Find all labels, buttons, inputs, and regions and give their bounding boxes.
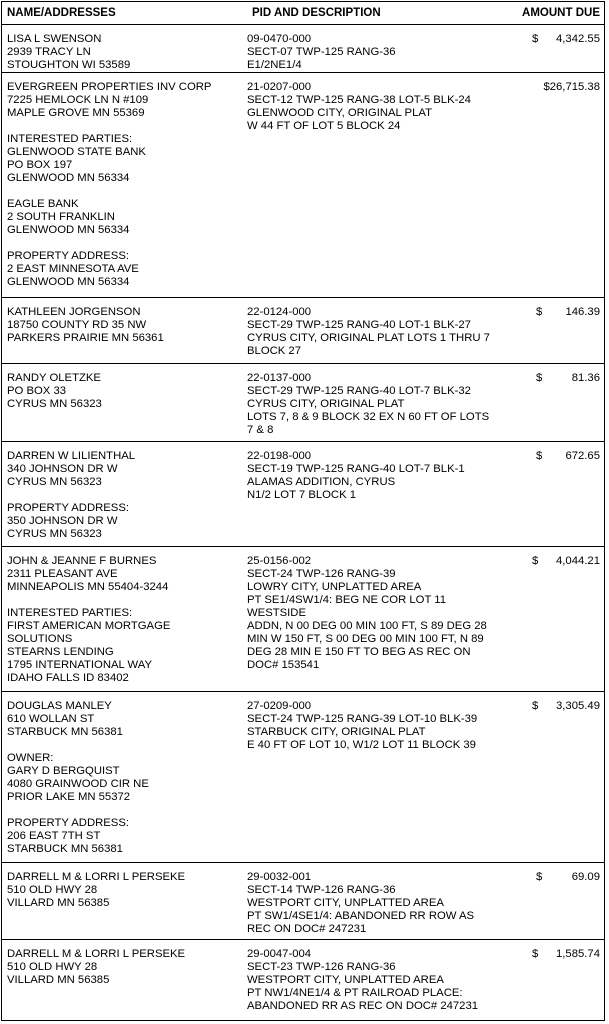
description-line: CYRUS CITY, ORIGINAL PLAT LOTS 1 THRU 7 — [247, 332, 490, 344]
parcel-id: 29-0032-001 — [247, 871, 312, 883]
address-line: EVERGREEN PROPERTIES INV CORP — [7, 81, 212, 93]
address-line: INTERESTED PARTIES: — [7, 133, 133, 145]
description-line: SECT-07 TWP-125 RANG-36 — [247, 46, 396, 58]
table-row — [2, 863, 604, 940]
address-line: 2311 PLEASANT AVE — [7, 568, 118, 580]
pid-description-cell — [243, 33, 494, 72]
address-line: OWNER: — [7, 752, 54, 764]
table-header — [2, 2, 604, 25]
name-address-cell — [2, 372, 243, 441]
header-pid-description: PID AND DESCRIPTION — [252, 6, 381, 19]
currency-symbol: $ — [536, 372, 543, 384]
table-row — [2, 940, 604, 1019]
currency-symbol: $ — [536, 306, 543, 318]
amount-value: 146.39 — [565, 306, 600, 318]
parcel-id: 25-0156-002 — [247, 555, 312, 567]
name-address-cell — [2, 81, 243, 297]
table-row — [2, 73, 604, 298]
header-amount-due: AMOUNT DUE — [522, 6, 600, 19]
description-line: SECT-29 TWP-125 RANG-40 LOT-7 BLK-32 — [247, 385, 471, 397]
pid-description-cell — [243, 306, 494, 363]
pid-description-cell — [243, 948, 494, 1019]
address-line: 2 EAST MINNESOTA AVE — [7, 263, 139, 275]
description-line: ABANDONED RR AS REC ON DOC# 247231 — [247, 1000, 479, 1012]
address-line: 340 JOHNSON DR W — [7, 463, 118, 475]
amount-due-cell — [494, 948, 604, 1019]
description-line: WESTPORT CITY, UNPLATTED AREA — [247, 897, 444, 909]
table-row — [2, 364, 604, 442]
address-line: PROPERTY ADDRESS: — [7, 250, 130, 262]
address-line: GLENWOOD MN 56334 — [7, 172, 130, 184]
address-line: 350 JOHNSON DR W — [7, 515, 118, 527]
amount-value: 81.36 — [571, 372, 600, 384]
parcel-id: 09-0470-000 — [247, 33, 312, 45]
pid-description-cell — [243, 871, 494, 939]
address-line: 4080 GRAINWOOD CIR NE — [7, 778, 149, 790]
address-line: GLENWOOD STATE BANK — [7, 146, 146, 158]
parcel-id: 21-0207-000 — [247, 81, 312, 93]
address-line: CYRUS MN 56323 — [7, 528, 102, 540]
address-line: DOUGLAS MANLEY — [7, 700, 112, 712]
name-address-cell — [2, 871, 243, 939]
address-line: 206 EAST 7TH ST — [7, 830, 101, 842]
address-line: STEARNS LENDING — [7, 646, 114, 658]
currency-symbol: $ — [536, 450, 543, 462]
address-line: SOLUTIONS — [7, 633, 73, 645]
description-line: CYRUS CITY, ORIGINAL PLAT — [247, 398, 405, 410]
description-line: PT SE1/4SW1/4: BEG NE COR LOT 11 — [247, 594, 447, 606]
description-line: ALAMAS ADDITION, CYRUS — [247, 476, 396, 488]
address-line: KATHLEEN JORGENSON — [7, 306, 141, 318]
pid-description-cell — [243, 700, 494, 862]
address-line: CYRUS MN 56323 — [7, 398, 102, 410]
description-line: WESTPORT CITY, UNPLATTED AREA — [247, 974, 444, 986]
address-line: 2 SOUTH FRANKLIN — [7, 211, 115, 223]
address-line: RANDY OLETZKE — [7, 372, 101, 384]
description-line: SECT-12 TWP-125 RANG-38 LOT-5 BLK-24 — [247, 94, 471, 106]
table-row — [2, 547, 604, 692]
pid-description-cell — [243, 555, 494, 691]
amount-due-cell — [494, 306, 604, 363]
description-line: LOWRY CITY, UNPLATTED AREA — [247, 581, 422, 593]
address-line: CYRUS MN 56323 — [7, 476, 102, 488]
currency-symbol: $ — [532, 948, 539, 960]
address-line: 1795 INTERNATIONAL WAY — [7, 659, 153, 671]
address-line: JOHN & JEANNE F BURNES — [7, 555, 157, 567]
parcel-id: 29-0047-004 — [247, 948, 312, 960]
address-line: MINNEAPOLIS MN 55404-3244 — [7, 581, 169, 593]
address-line: DARREN W LILIENTHAL — [7, 450, 136, 462]
description-line: LOTS 7, 8 & 9 BLOCK 32 EX N 60 FT OF LOTS — [247, 411, 490, 423]
address-line: FIRST AMERICAN MORTGAGE — [7, 620, 171, 632]
name-address-cell — [2, 306, 243, 363]
description-line: SECT-23 TWP-126 RANG-36 — [247, 961, 396, 973]
address-line: VILLARD MN 56385 — [7, 897, 110, 909]
description-line: WESTSIDE — [247, 607, 306, 619]
currency-symbol: $ — [532, 555, 539, 567]
description-line: DEG 28 MIN E 150 FT TO BEG AS REC ON — [247, 646, 471, 658]
address-line: PO BOX 197 — [7, 159, 73, 171]
address-line: 510 OLD HWY 28 — [7, 961, 98, 973]
table-row — [2, 298, 604, 364]
description-line: PT NW1/4NE1/4 & PT RAILROAD PLACE: — [247, 987, 463, 999]
name-address-cell — [2, 948, 243, 1019]
amount-due-cell — [494, 372, 604, 441]
address-line: MAPLE GROVE MN 55369 — [7, 107, 145, 119]
amount-value: 69.09 — [571, 871, 600, 883]
address-line: GLENWOOD MN 56334 — [7, 276, 130, 288]
description-line: PT SW1/4SE1/4: ABANDONED RR ROW AS — [247, 910, 475, 922]
description-line: SECT-29 TWP-125 RANG-40 LOT-1 BLK-27 — [247, 319, 471, 331]
parcel-id: 22-0198-000 — [247, 450, 312, 462]
amount-due-cell — [494, 33, 604, 72]
currency-symbol: $ — [532, 33, 539, 45]
table-row — [2, 692, 604, 863]
table-row — [2, 25, 604, 73]
address-line: IDAHO FALLS ID 83402 — [7, 672, 129, 684]
description-line: E 40 FT OF LOT 10, W1/2 LOT 11 BLOCK 39 — [247, 739, 476, 751]
name-address-cell — [2, 700, 243, 862]
description-line: MIN W 150 FT, S 00 DEG 00 MIN 100 FT, N 89 — [247, 633, 484, 645]
description-line: E1/2NE1/4 — [247, 59, 302, 71]
amount-value: 672.65 — [565, 450, 600, 462]
amount-value: 4,044.21 — [556, 555, 600, 567]
description-line: SECT-14 TWP-126 RANG-36 — [247, 884, 396, 896]
amount-due-cell — [494, 871, 604, 939]
parcel-id: 22-0137-000 — [247, 372, 312, 384]
description-line: N1/2 LOT 7 BLOCK 1 — [247, 489, 357, 501]
description-line: SECT-19 TWP-125 RANG-40 LOT-7 BLK-1 — [247, 463, 465, 475]
address-line: LISA L SWENSON — [7, 33, 102, 45]
description-line: SECT-24 TWP-126 RANG-39 — [247, 568, 396, 580]
name-address-cell — [2, 33, 243, 72]
name-address-cell — [2, 450, 243, 546]
amount-due-cell — [494, 81, 604, 297]
pid-description-cell — [243, 450, 494, 546]
address-line: PROPERTY ADDRESS: — [7, 502, 130, 514]
description-line: DOC# 153541 — [247, 659, 320, 671]
parcel-id: 27-0209-000 — [247, 700, 312, 712]
amount-value: 4,342.55 — [556, 33, 600, 45]
pid-description-cell — [243, 81, 494, 297]
address-line: STOUGHTON WI 53589 — [7, 59, 131, 71]
address-line: 7225 HEMLOCK LN N #109 — [7, 94, 149, 106]
address-line: GLENWOOD MN 56334 — [7, 224, 130, 236]
address-line: DARRELL M & LORRI L PERSEKE — [7, 948, 186, 960]
address-line: 2939 TRACY LN — [7, 46, 91, 58]
table-body — [2, 25, 604, 1019]
amount-due-cell — [494, 700, 604, 862]
amount-due-cell — [494, 450, 604, 546]
address-line: STARBUCK MN 56381 — [7, 726, 123, 738]
description-line: W 44 FT OF LOT 5 BLOCK 24 — [247, 120, 401, 132]
address-line: STARBUCK MN 56381 — [7, 843, 123, 855]
amount-value: $26,715.38 — [543, 81, 600, 93]
address-line: PO BOX 33 — [7, 385, 67, 397]
address-line: INTERESTED PARTIES: — [7, 607, 133, 619]
table-row — [2, 442, 604, 547]
description-line: SECT-24 TWP-125 RANG-39 LOT-10 BLK-39 — [247, 713, 478, 725]
amount-due-cell — [494, 555, 604, 691]
address-line: EAGLE BANK — [7, 198, 79, 210]
parcel-id: 22-0124-000 — [247, 306, 312, 318]
address-line: 510 OLD HWY 28 — [7, 884, 98, 896]
header-name-addresses: NAME/ADDRESSES — [7, 6, 116, 19]
amount-value: 3,305.49 — [556, 700, 600, 712]
currency-symbol: $ — [532, 700, 539, 712]
description-line: REC ON DOC# 247231 — [247, 923, 367, 935]
amount-value: 1,585.74 — [556, 948, 600, 960]
address-line: GARY D BERGQUIST — [7, 765, 120, 777]
address-line: 610 WOLLAN ST — [7, 713, 95, 725]
description-line: BLOCK 27 — [247, 345, 302, 357]
description-line: ADDN, N 00 DEG 00 MIN 100 FT, S 89 DEG 28 — [247, 620, 487, 632]
pid-description-cell — [243, 372, 494, 441]
address-line: PRIOR LAKE MN 55372 — [7, 791, 131, 803]
description-line: 7 & 8 — [247, 424, 274, 436]
description-line: STARBUCK CITY, ORIGINAL PLAT — [247, 726, 426, 738]
name-address-cell — [2, 555, 243, 691]
description-line: GLENWOOD CITY, ORIGINAL PLAT — [247, 107, 432, 119]
currency-symbol: $ — [536, 871, 543, 883]
address-line: VILLARD MN 56385 — [7, 974, 110, 986]
address-line: PARKERS PRAIRIE MN 56361 — [7, 332, 164, 344]
tax-list-table — [1, 1, 605, 1021]
address-line: 18750 COUNTY RD 35 NW — [7, 319, 147, 331]
address-line: DARRELL M & LORRI L PERSEKE — [7, 871, 186, 883]
address-line: PROPERTY ADDRESS: — [7, 817, 130, 829]
